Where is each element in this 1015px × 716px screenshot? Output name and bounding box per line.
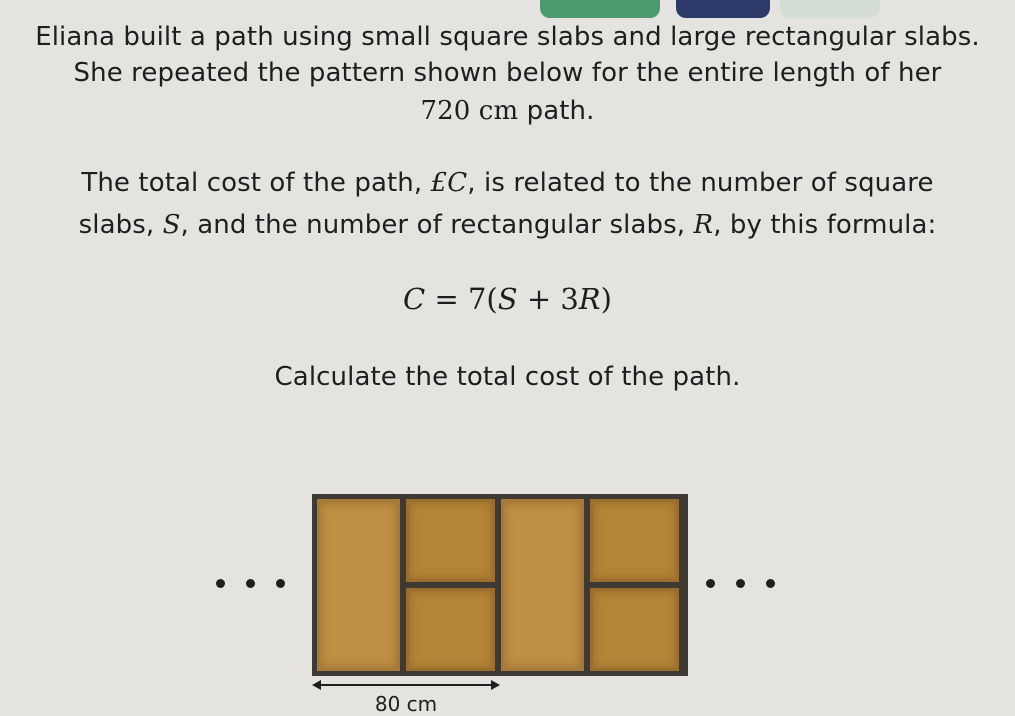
ellipsis-dot: [276, 579, 285, 588]
question-line-2: She repeated the pattern shown below for the entire length of her: [73, 58, 942, 88]
square-slab: [406, 499, 495, 582]
top-tab-right: [780, 0, 880, 18]
formula-eq: = 7(: [425, 282, 498, 316]
square-slab: [406, 588, 495, 671]
line4-text-a: The total cost of the path,: [81, 168, 431, 198]
rectangular-slab: [501, 499, 584, 671]
square-slabs-variable: S: [162, 210, 181, 240]
rect-slabs-variable: R: [693, 210, 714, 240]
ellipsis-dot: [216, 579, 225, 588]
ellipsis-dot: [246, 579, 255, 588]
formula-close: ): [600, 282, 612, 316]
question-line-5: [0, 210, 1015, 240]
line5-text-b: , and the number of rectangular slabs,: [180, 210, 694, 240]
ellipsis-right: [702, 573, 792, 593]
line4-text-b: , is related to the number of square: [467, 168, 934, 198]
ellipsis-dot: [706, 579, 715, 588]
square-slab: [590, 499, 679, 582]
line5-text-c: , by this formula:: [713, 210, 937, 240]
cost-variable: £C: [430, 168, 468, 198]
formula-s: S: [497, 282, 518, 316]
question-prompt: Calculate the total cost of the path.: [274, 362, 741, 392]
question-line-4: [0, 168, 1015, 198]
dimension-arrow: [312, 677, 500, 693]
question-line-3: [0, 96, 1015, 126]
rectangular-slab: [317, 499, 400, 671]
path-length-rest: path.: [518, 96, 595, 126]
ellipsis-dot: [766, 579, 775, 588]
square-slab: [590, 588, 679, 671]
formula-plus: + 3: [517, 282, 579, 316]
ellipsis-left: [212, 573, 302, 593]
top-tab-left: [540, 0, 660, 18]
top-tab-middle: [676, 0, 770, 18]
cost-formula: [0, 282, 1015, 316]
path-length-value: 720 cm: [420, 96, 519, 126]
question-line-1: Eliana built a path using small square slabs and large rectangular slabs.: [35, 22, 980, 52]
formula-r: R: [578, 282, 601, 316]
line5-text-a: slabs,: [78, 210, 163, 240]
slab-pattern: [312, 494, 688, 676]
dimension-label: 80 cm: [374, 692, 438, 716]
formula-lhs: C: [403, 282, 426, 316]
ellipsis-dot: [736, 579, 745, 588]
